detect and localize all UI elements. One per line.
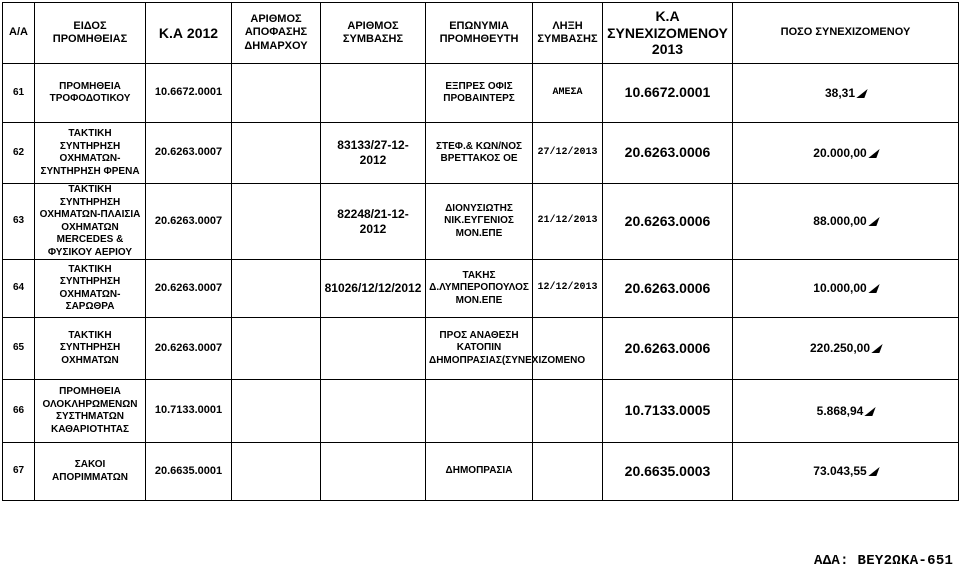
poso-cell-text: 73.043,55 — [813, 464, 867, 478]
poso-cell — [733, 380, 959, 443]
ka2013-cell — [603, 380, 733, 443]
ka2013-cell-text: 10.7133.0005 — [624, 402, 711, 419]
eponymia-cell — [426, 443, 533, 501]
poso-cell-text: 88.000,00 — [813, 214, 867, 228]
aa-cell-text: 67 — [12, 465, 25, 477]
lixi-cell — [533, 64, 603, 123]
aa-cell-text: 63 — [12, 215, 25, 227]
ka2012-cell — [146, 443, 232, 501]
lixi-cell — [533, 380, 603, 443]
eponymia-cell — [426, 64, 533, 123]
apofasi-cell — [232, 260, 321, 318]
eponymia-cell-text: ΤΑΚΗΣ Δ.ΛΥΜΠΕΡΟΠΟΥΛΟΣ ΜΟΝ.ΕΠΕ — [429, 269, 529, 306]
header-ar-symvasis: ΑΡΙΘΜΟΣ ΣΥΜΒΑΣΗΣ — [321, 3, 426, 64]
poso-cell-text: 220.250,00 — [809, 341, 871, 355]
symvasi-cell-text: 83133/27-12-2012 — [337, 138, 409, 167]
table-row — [3, 380, 959, 443]
table-row — [3, 443, 959, 501]
eponymia-cell — [426, 380, 533, 443]
eponymia-cell-text: ΔΗΜΟΠΡΑΣΙΑ — [445, 465, 513, 477]
aa-cell — [3, 184, 35, 260]
symvasi-cell — [321, 260, 426, 318]
ka2013-cell — [603, 184, 733, 260]
symvasi-cell — [321, 443, 426, 501]
ka2012-cell — [146, 123, 232, 184]
apofasi-cell — [232, 184, 321, 260]
apofasi-cell — [232, 380, 321, 443]
poso-cell — [733, 318, 959, 380]
poso-cell-text: 20.000,00 — [813, 145, 867, 160]
ka2012-cell-text: 20.6263.0007 — [154, 341, 223, 354]
ka2013-cell — [603, 64, 733, 123]
ada-code: ΑΔΑ: ΒΕΥ2ΩΚΑ-651 — [814, 553, 954, 569]
header-lixi: ΛΗΞΗ ΣΥΜΒΑΣΗΣ — [533, 3, 603, 64]
header-aa: Α/Α — [3, 3, 35, 64]
eponymia-cell-text: ΠΡΟΣ ΑΝΑΘΕΣΗ ΚΑΤΟΠΙΝ ΔΗΜΟΠΡΑΣΙΑΣ(ΣΥΝΕΧΙΖΟΜΕΝΟ — [429, 329, 586, 366]
header-ka-syn: Κ.Α ΣΥΝΕΧΙΖΟΜΕΝΟΥ 2013 — [603, 3, 733, 64]
apofasi-cell — [232, 64, 321, 123]
header-row — [3, 3, 959, 64]
table-row — [3, 318, 959, 380]
ka2012-cell — [146, 318, 232, 380]
triangle-marker-icon — [868, 149, 879, 158]
eidos-cell-text: ΤΑΚΤΙΚΗ ΣΥΝΤΗΡΗΣΗ ΟΧΗΜΑΤΩΝ-ΠΛΑΙΣΙΑ ΟΧΗΜΑΤΩΝ MERCEDES & ΦΥΣΙΚΟΥ ΑΕΡΙΟΥ — [39, 184, 141, 258]
table-row — [3, 123, 959, 184]
ka2013-cell — [603, 260, 733, 318]
poso-cell — [733, 260, 959, 318]
eidos-cell-text: ΠΡΟΜΗΘΕΙΑ ΤΡΟΦΟΔΟΤΙΚΟΥ — [49, 80, 131, 104]
poso-cell — [733, 64, 959, 123]
symvasi-cell — [321, 380, 426, 443]
header-poso: ΠΟΣΟ ΣΥΝΕΧΙΖΟΜΕΝΟΥ — [733, 3, 959, 64]
eponymia-cell — [426, 318, 586, 380]
lixi-cell — [533, 123, 603, 184]
eidos-cell — [35, 184, 146, 260]
eidos-cell — [35, 318, 146, 380]
aa-cell — [3, 64, 35, 123]
aa-cell-text: 61 — [12, 86, 25, 98]
table-row — [3, 184, 959, 260]
eidos-cell-text: ΠΡΟΜΗΘΕΙΑ ΟΛΟΚΛΗΡΩΜΕΝΩΝ ΣΥΣΤΗΜΑΤΩΝ ΚΑΘΑΡΙΟΤΗΤΑΣ — [42, 386, 138, 435]
aa-cell-text: 66 — [12, 404, 25, 416]
lixi-cell-text: 27/12/2013 — [537, 146, 598, 158]
symvasi-cell — [321, 64, 426, 123]
triangle-marker-icon — [868, 467, 879, 476]
aa-cell-text: 64 — [12, 282, 25, 294]
eidos-cell-text: ΤΑΚΤΙΚΗ ΣΥΝΤΗΡΗΣΗ ΟΧΗΜΑΤΩΝ — [59, 329, 121, 366]
aa-cell-text: 62 — [12, 146, 25, 158]
eidos-cell — [35, 64, 146, 123]
header-eidos: ΕΙΔΟΣ ΠΡΟΜΗΘΕΙΑΣ — [35, 3, 146, 64]
poso-cell-text: 5.868,94 — [816, 403, 864, 418]
triangle-marker-icon — [871, 344, 882, 353]
triangle-marker-icon — [868, 217, 879, 226]
eidos-cell-text: ΣΑΚΟΙ ΑΠΟΡΙΜΜΑΤΩΝ — [52, 459, 128, 483]
procurement-table — [2, 2, 959, 501]
lixi-cell-text: 21/12/2013 — [537, 215, 598, 227]
aa-cell-text: 65 — [12, 342, 25, 354]
header-ar-apofasis: ΑΡΙΘΜΟΣ ΑΠΟΦΑΣΗΣ ΔΗΜΑΡΧΟΥ — [232, 3, 321, 64]
lixi-cell-text: 12/12/2013 — [537, 282, 598, 294]
eidos-cell-text: ΤΑΚΤΙΚΗ ΣΥΝΤΗΡΗΣΗ ΟΧΗΜΑΤΩΝ-ΣΑΡΩΘΡΑ — [59, 263, 121, 312]
eponymia-cell — [426, 123, 533, 184]
poso-cell — [733, 443, 959, 501]
poso-cell — [733, 184, 959, 260]
apofasi-cell — [232, 318, 321, 380]
symvasi-cell-text: 82248/21-12-2012 — [337, 206, 409, 236]
ka2012-cell-text: 20.6635.0001 — [154, 464, 223, 477]
header-eponymia: ΕΠΩΝΥΜΙΑ ΠΡΟΜΗΘΕΥΤΗ — [426, 3, 533, 64]
triangle-marker-icon — [865, 407, 876, 416]
lixi-cell — [533, 318, 603, 380]
apofasi-cell — [232, 123, 321, 184]
triangle-marker-icon — [868, 284, 879, 293]
eponymia-cell — [426, 184, 533, 260]
lixi-cell — [533, 260, 603, 318]
aa-cell — [3, 260, 35, 318]
eponymia-cell — [426, 260, 533, 318]
eponymia-cell-text: ΣΤΕΦ.& ΚΩΝ/ΝΟΣ ΒΡΕΤΤΑΚΟΣ ΟΕ — [435, 140, 522, 164]
ka2013-cell-text: 20.6263.0006 — [624, 339, 711, 356]
ka2013-cell-text: 20.6263.0006 — [624, 212, 711, 229]
aa-cell — [3, 380, 35, 443]
ka2013-cell-text: 10.6672.0001 — [624, 84, 711, 101]
ka2012-cell — [146, 64, 232, 123]
symvasi-cell-text: 81026/12/12/2012 — [324, 281, 422, 295]
lixi-cell — [533, 443, 603, 501]
eponymia-cell-text: ΕΞΠΡΕΣ ΟΦΙΣ ΠΡΟΒΑΙΝΤΕΡΣ — [443, 80, 515, 104]
eidos-cell — [35, 443, 146, 501]
ka2013-cell — [603, 318, 733, 380]
aa-cell — [3, 443, 35, 501]
ka2012-cell — [146, 260, 232, 318]
lixi-cell-text: ΑΜΕΣΑ — [552, 86, 583, 98]
symvasi-cell — [321, 184, 426, 260]
ka2012-cell-text: 10.6672.0001 — [154, 86, 223, 99]
ka2013-cell — [603, 443, 733, 501]
header-ka2012: Κ.Α 2012 — [146, 3, 232, 64]
ka2012-cell-text: 20.6263.0007 — [154, 146, 223, 159]
ka2013-cell-text: 20.6263.0006 — [624, 279, 711, 296]
ka2012-cell — [146, 184, 232, 260]
aa-cell — [3, 318, 35, 380]
eidos-cell-text: ΤΑΚΤΙΚΗ ΣΥΝΤΗΡΗΣΗ ΟΧΗΜΑΤΩΝ-ΣΥΝΤΗΡΗΣΗ ΦΡΕΝΑ — [40, 128, 140, 177]
ka2012-cell-text: 20.6263.0007 — [154, 281, 223, 294]
table-row — [3, 260, 959, 318]
apofasi-cell — [232, 443, 321, 501]
poso-cell-text: 10.000,00 — [813, 281, 867, 295]
eidos-cell — [35, 260, 146, 318]
eidos-cell — [35, 123, 146, 184]
triangle-marker-icon — [856, 89, 867, 98]
poso-cell-text: 38,31 — [824, 85, 856, 100]
symvasi-cell — [321, 123, 426, 184]
table-row — [3, 64, 959, 123]
eponymia-cell-text: ΔΙΟΝΥΣΙΩΤΗΣ ΝΙΚ.ΕΥΓΕΝΙΟΣ ΜΟΝ.ΕΠΕ — [444, 202, 514, 239]
aa-cell — [3, 123, 35, 184]
ka2012-cell-text: 20.6263.0007 — [154, 214, 223, 227]
ka2012-cell — [146, 380, 232, 443]
lixi-cell — [533, 184, 603, 260]
ka2013-cell-text: 20.6635.0003 — [624, 462, 711, 479]
eidos-cell — [35, 380, 146, 443]
symvasi-cell — [321, 318, 426, 380]
ka2012-cell-text: 10.7133.0001 — [154, 404, 223, 417]
ka2013-cell-text: 20.6263.0006 — [624, 144, 711, 161]
ka2013-cell — [603, 123, 733, 184]
poso-cell — [733, 123, 959, 184]
